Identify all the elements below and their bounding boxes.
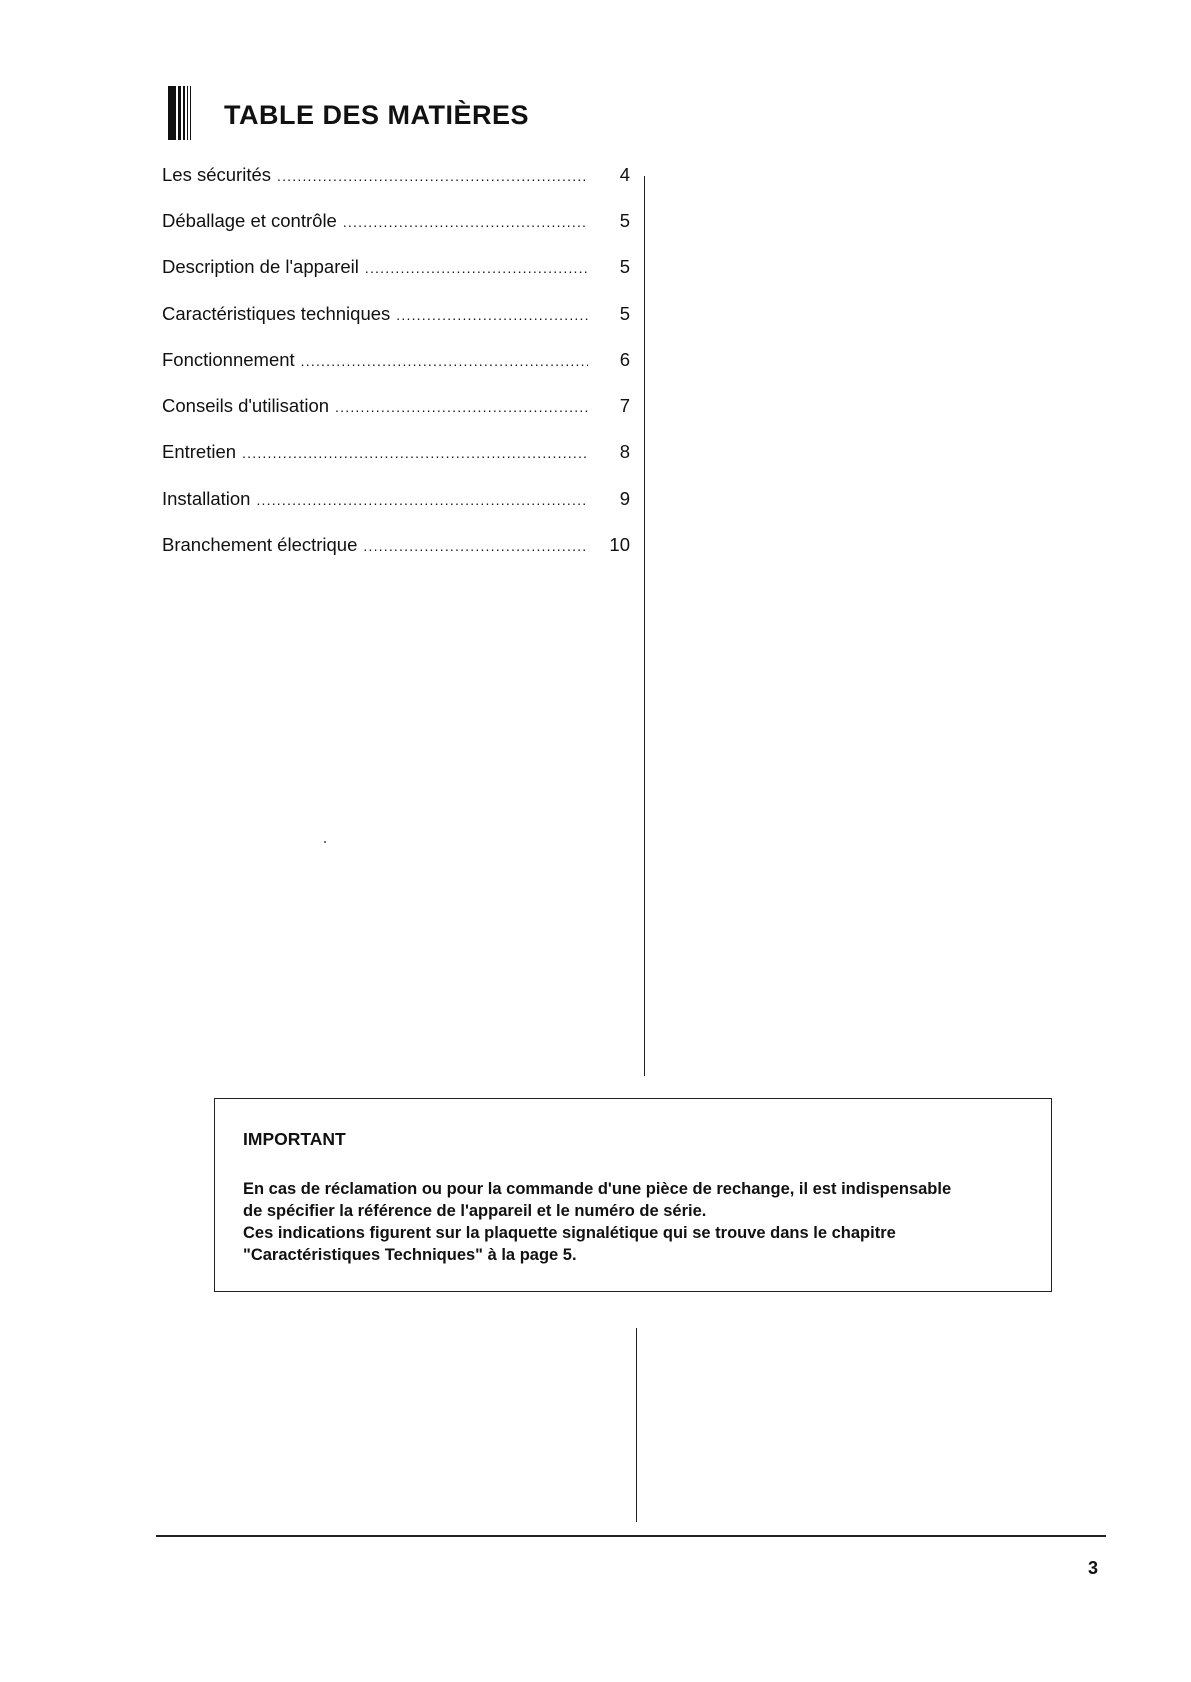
scan-speck [324,841,326,843]
toc-entry [162,303,630,333]
heading-bar-icon [168,86,194,140]
toc-entry-label: Description de l'appareil [162,256,359,277]
important-line: Ces indications figurent sur la plaquette signalétique qui se trouve dans le chapitre [243,1224,896,1242]
toc-leader-dots [335,399,588,415]
footer-rule [156,1535,1106,1537]
toc-entry-page: 10 [609,534,630,555]
toc-entry-page: 9 [619,488,630,509]
toc-entry [162,210,630,240]
important-title: IMPORTANT [243,1129,346,1149]
important-text [243,1178,1043,1266]
toc-leader-dots [365,260,588,276]
toc-entry-label: Conseils d'utilisation [162,395,330,416]
toc-entry-label: Caractéristiques techniques [162,303,391,324]
toc-entry-page: 5 [619,256,630,277]
toc-entry-page: 6 [619,349,630,370]
toc-entry [162,164,630,194]
important-notice [214,1098,1052,1292]
toc-entry-label: Fonctionnement [162,349,295,370]
toc-entry-page: 5 [619,210,630,231]
toc-entry-page: 7 [619,395,630,416]
toc-entry [162,349,630,379]
toc-leader-dots [301,353,588,369]
toc-entry-page: 8 [619,441,630,462]
toc-entry-label: Branchement électrique [162,534,358,555]
toc-entry [162,256,630,286]
important-line: de spécifier la référence de l'appareil et le numéro de série. [243,1202,707,1220]
toc-entry-label: Déballage et contrôle [162,210,337,231]
important-line: En cas de réclamation ou pour la commande d'une pièce de rechange, il est indispensable [243,1180,952,1198]
column-divider-bottom [636,1328,637,1522]
toc-entry-label: Installation [162,488,251,509]
toc-entry [162,488,630,518]
page-number: 3 [1088,1558,1099,1578]
toc-entry-page: 4 [619,164,630,185]
column-divider-top [644,176,645,1076]
toc-leader-dots [277,168,588,184]
toc-leader-dots [396,307,588,323]
page-title: TABLE DES MATIÈRES [224,100,530,130]
toc-entry-label: Entretien [162,441,237,462]
toc-leader-dots [256,492,588,508]
toc-leader-dots [242,445,588,461]
toc-entry [162,395,630,425]
toc-entry-page: 5 [619,303,630,324]
toc-entry-label: Les sécurités [162,164,271,185]
toc-entry [162,441,630,471]
important-line: "Caractéristiques Techniques" à la page 5. [243,1246,577,1264]
toc-entry [162,534,630,564]
toc-leader-dots [343,214,588,230]
toc-leader-dots [363,538,588,554]
